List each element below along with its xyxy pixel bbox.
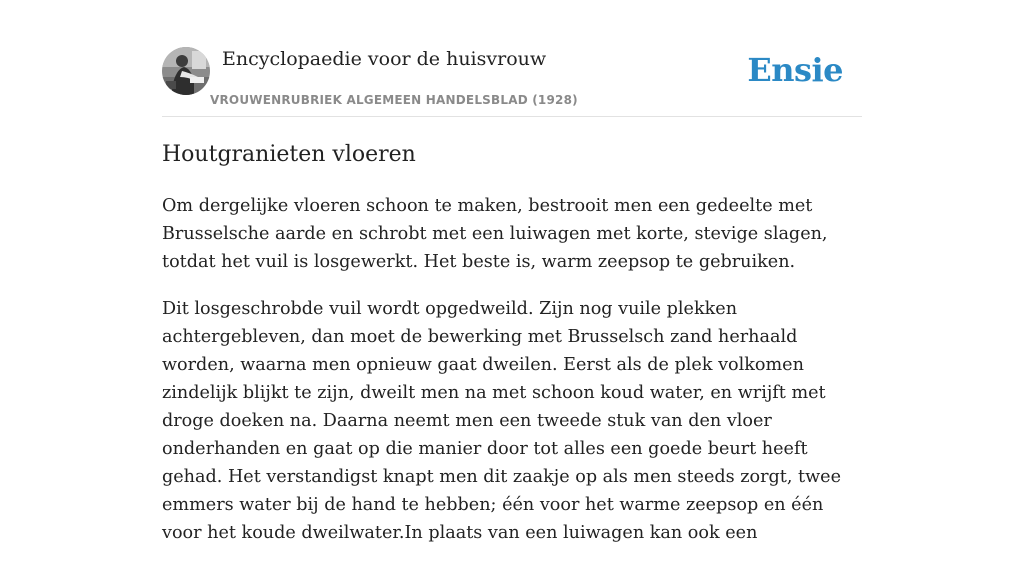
article-paragraph: Om dergelijke vloeren schoon te maken, bestrooit men een gedeelte met Brusselsche aarde en schrobt met een luiwagen met korte, stevige slagen, totdat het vuil is losgewerkt. Het beste is, warm zeepsop te gebruiken. [162,196,828,272]
article-body [162,192,862,566]
article-title: Houtgranieten vloeren [162,142,416,167]
avatar[interactable] [162,47,210,95]
site-title[interactable]: Encyclopaedie voor de huisvrouw [222,48,547,70]
brand-logo[interactable]: Ensie [747,51,843,89]
site-subtitle: VROUWENRUBRIEK ALGEMEEN HANDELSBLAD (1928) [210,93,578,107]
vintage-photo-avatar-icon [162,47,210,95]
article-paragraph: Dit losgeschrobde vuil wordt opgedweild. Zijn nog vuile plekken achtergebleven, dan moet de bewerking met Brusselsch zand herhaald worden, waarna men opnieuw gaat dweilen. Eerst als de plek volkomen zindelijk blijkt te zijn, dweilt men na met schoon koud water, en wrijft met droge doeken na. Daarna neemt men een tweede stuk van den vloer onderhanden en gaat op die manier door tot alles een goede beurt heeft gehad. Het verstandigst knapt men dit zaakje op als men steeds zorgt, twee emmers water bij de hand te hebben; één voor het warme zeepsop en één voor het koude dweilwater.In plaats van een luiwagen kan ook een [162,299,841,543]
site-header [162,46,862,117]
